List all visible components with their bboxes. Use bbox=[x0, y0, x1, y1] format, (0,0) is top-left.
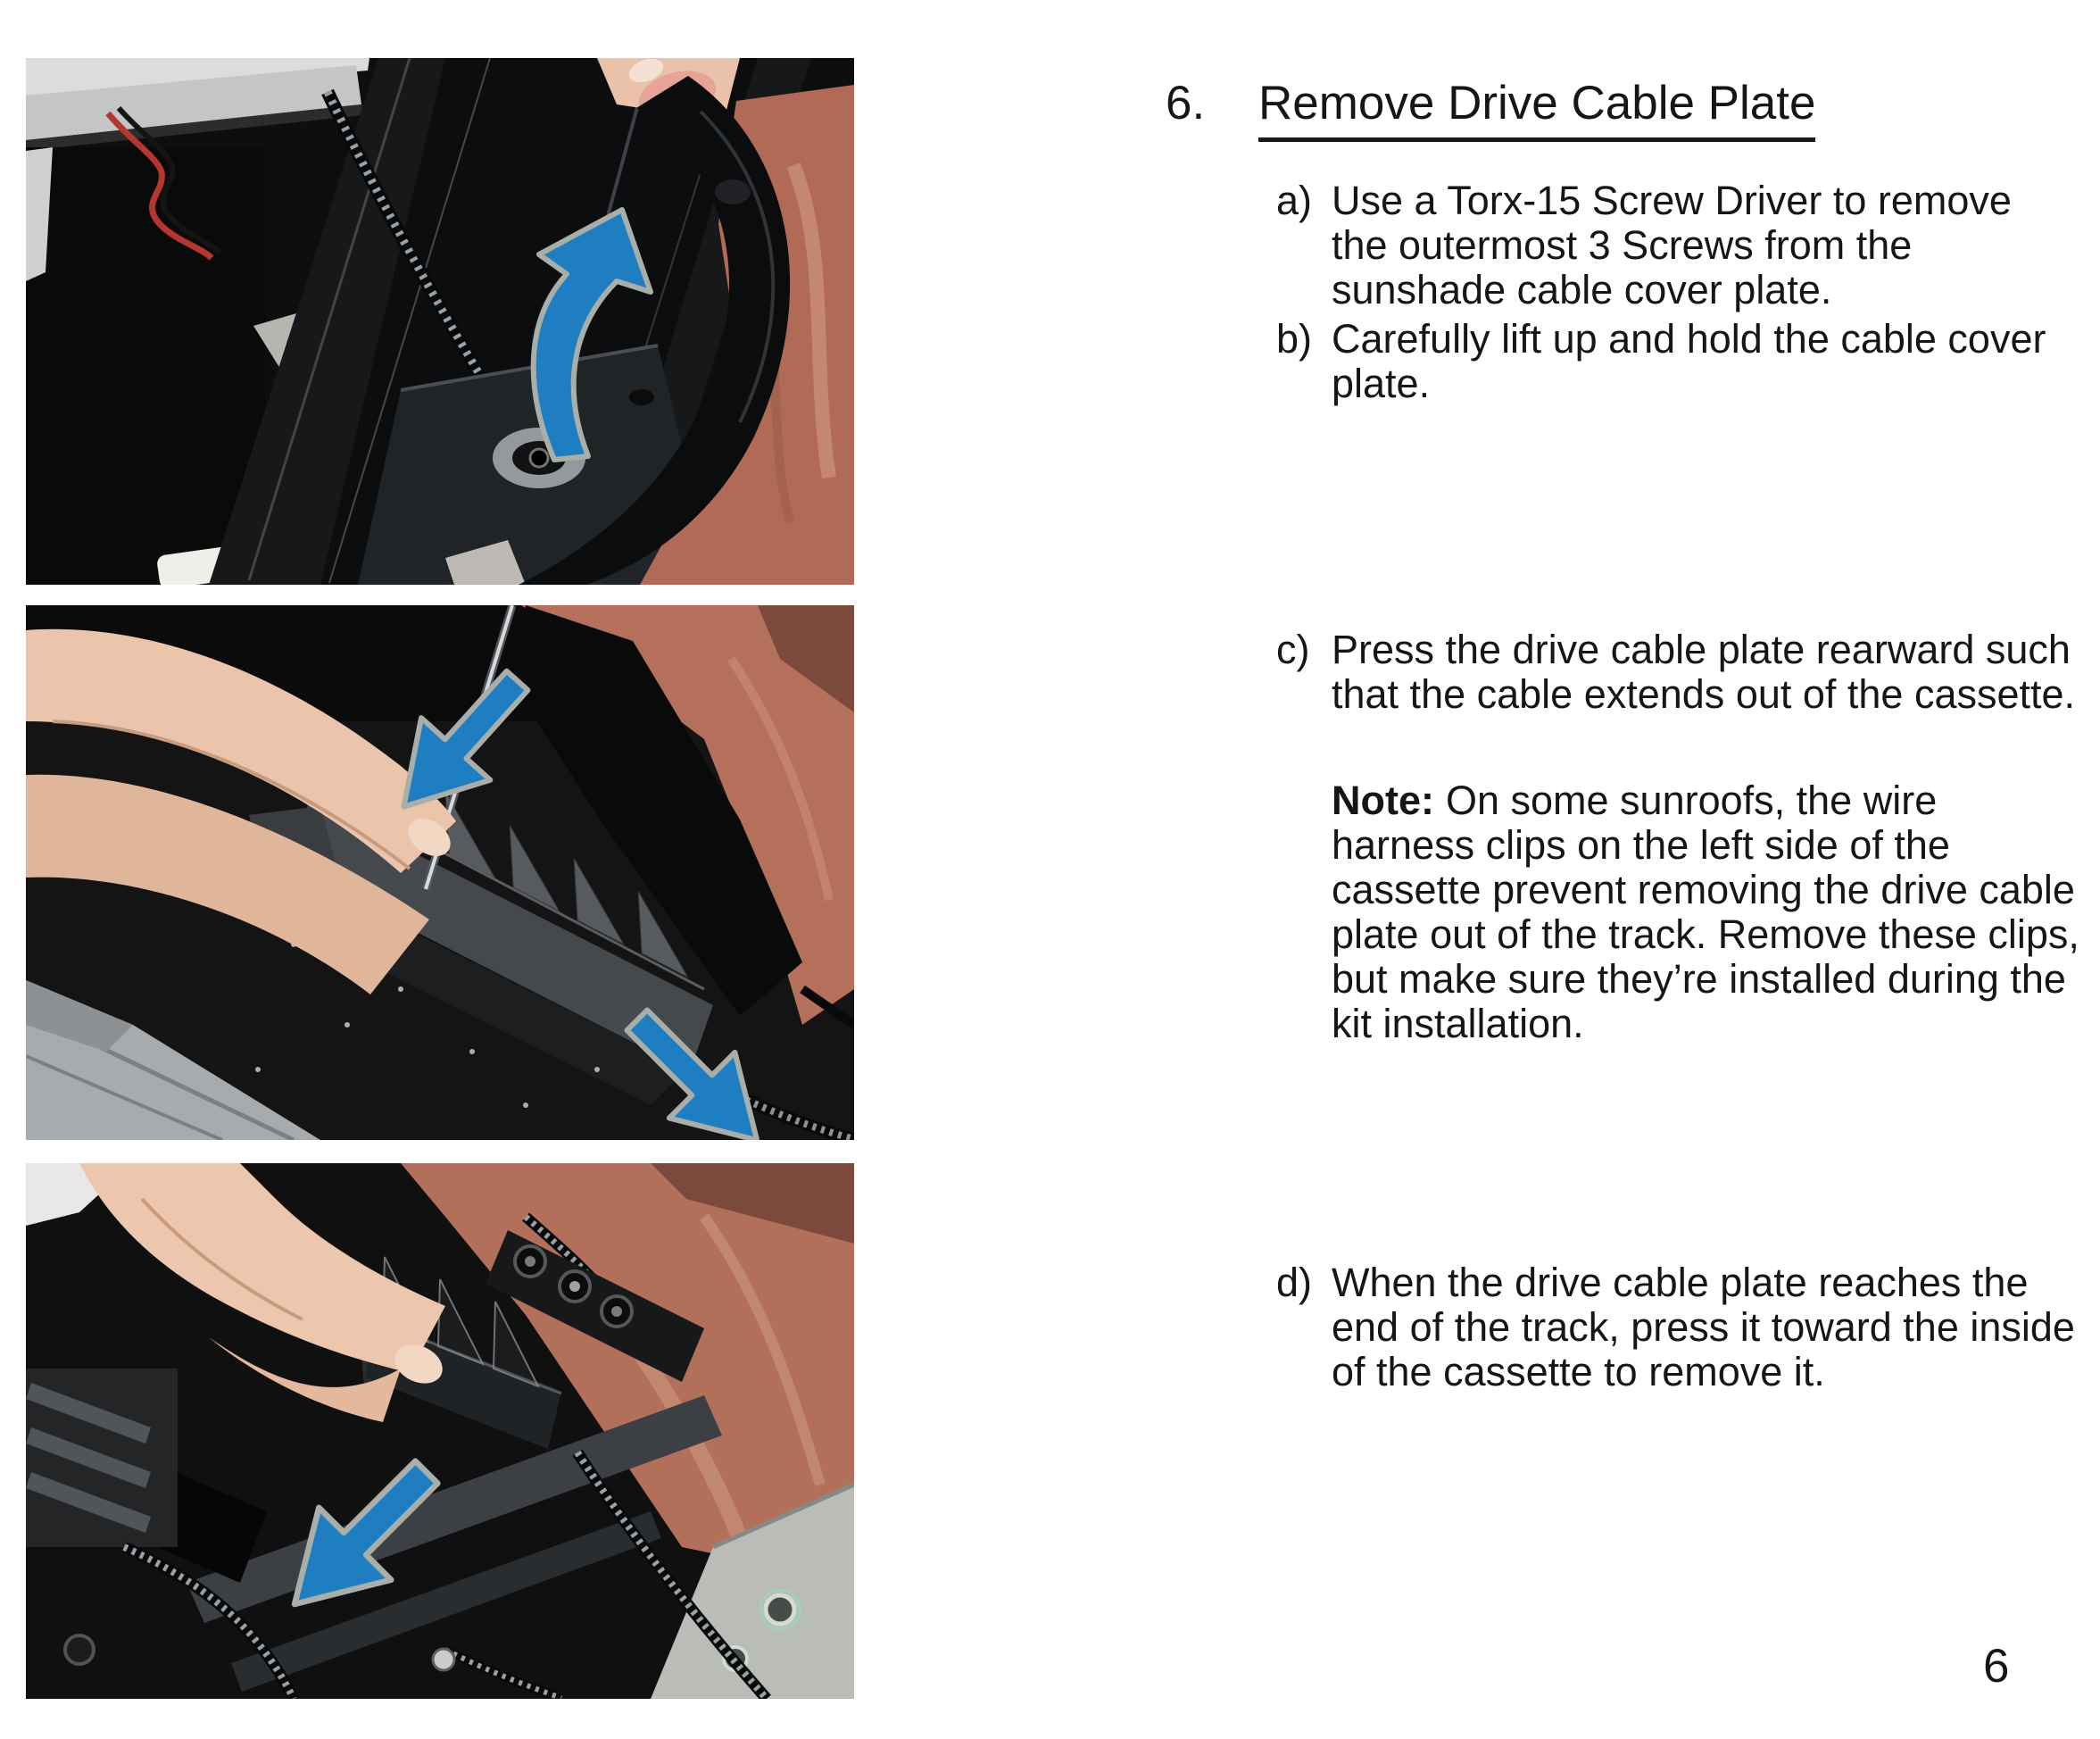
note-label: Note: bbox=[1332, 778, 1434, 823]
step-b-text: Carefully lift up and hold the cable cover plate. bbox=[1332, 316, 2046, 406]
note-rest-lines: harness clips on the left side of the cassette prevent removing the drive cable plate out of the track. Remove these clips, but make sure they’re installed during the kit installation. bbox=[1332, 822, 2079, 1046]
section-heading bbox=[1166, 76, 1815, 131]
note-first-line: Note: On some sunroofs, the wire bbox=[1332, 778, 1938, 823]
photo-2-illustration bbox=[26, 605, 854, 1140]
step-c-label: c) bbox=[1276, 627, 1310, 672]
photo-remove-plate-track-end bbox=[26, 1163, 854, 1699]
step-b-label: b) bbox=[1276, 316, 1313, 362]
step-a-text: Use a Torx-15 Screw Driver to remove the outermost 3 Screws from the sunshade cable cover plate. bbox=[1332, 178, 2012, 312]
photo-1-illustration bbox=[26, 58, 854, 585]
photo-press-plate-rearward bbox=[26, 605, 854, 1140]
step-d bbox=[1276, 1261, 2075, 1394]
section-number: 6. bbox=[1166, 77, 1206, 129]
step-b bbox=[1276, 317, 2046, 406]
step-a bbox=[1276, 179, 2012, 312]
section-title: Remove Drive Cable Plate bbox=[1258, 77, 1815, 142]
page-number: 6 bbox=[1983, 1640, 2010, 1693]
note-paragraph bbox=[1332, 778, 2079, 1046]
step-c-text: Press the drive cable plate rearward such that the cable extends out of the cassette. bbox=[1332, 627, 2076, 717]
step-d-label: d) bbox=[1276, 1260, 1313, 1305]
photo-3-illustration bbox=[26, 1163, 854, 1699]
photo-lift-cover-plate bbox=[26, 58, 854, 585]
step-d-text: When the drive cable plate reaches the end of the track, press it toward the inside of the cassette to remove it. bbox=[1332, 1260, 2075, 1394]
step-a-label: a) bbox=[1276, 178, 1313, 223]
step-c bbox=[1276, 628, 2075, 717]
